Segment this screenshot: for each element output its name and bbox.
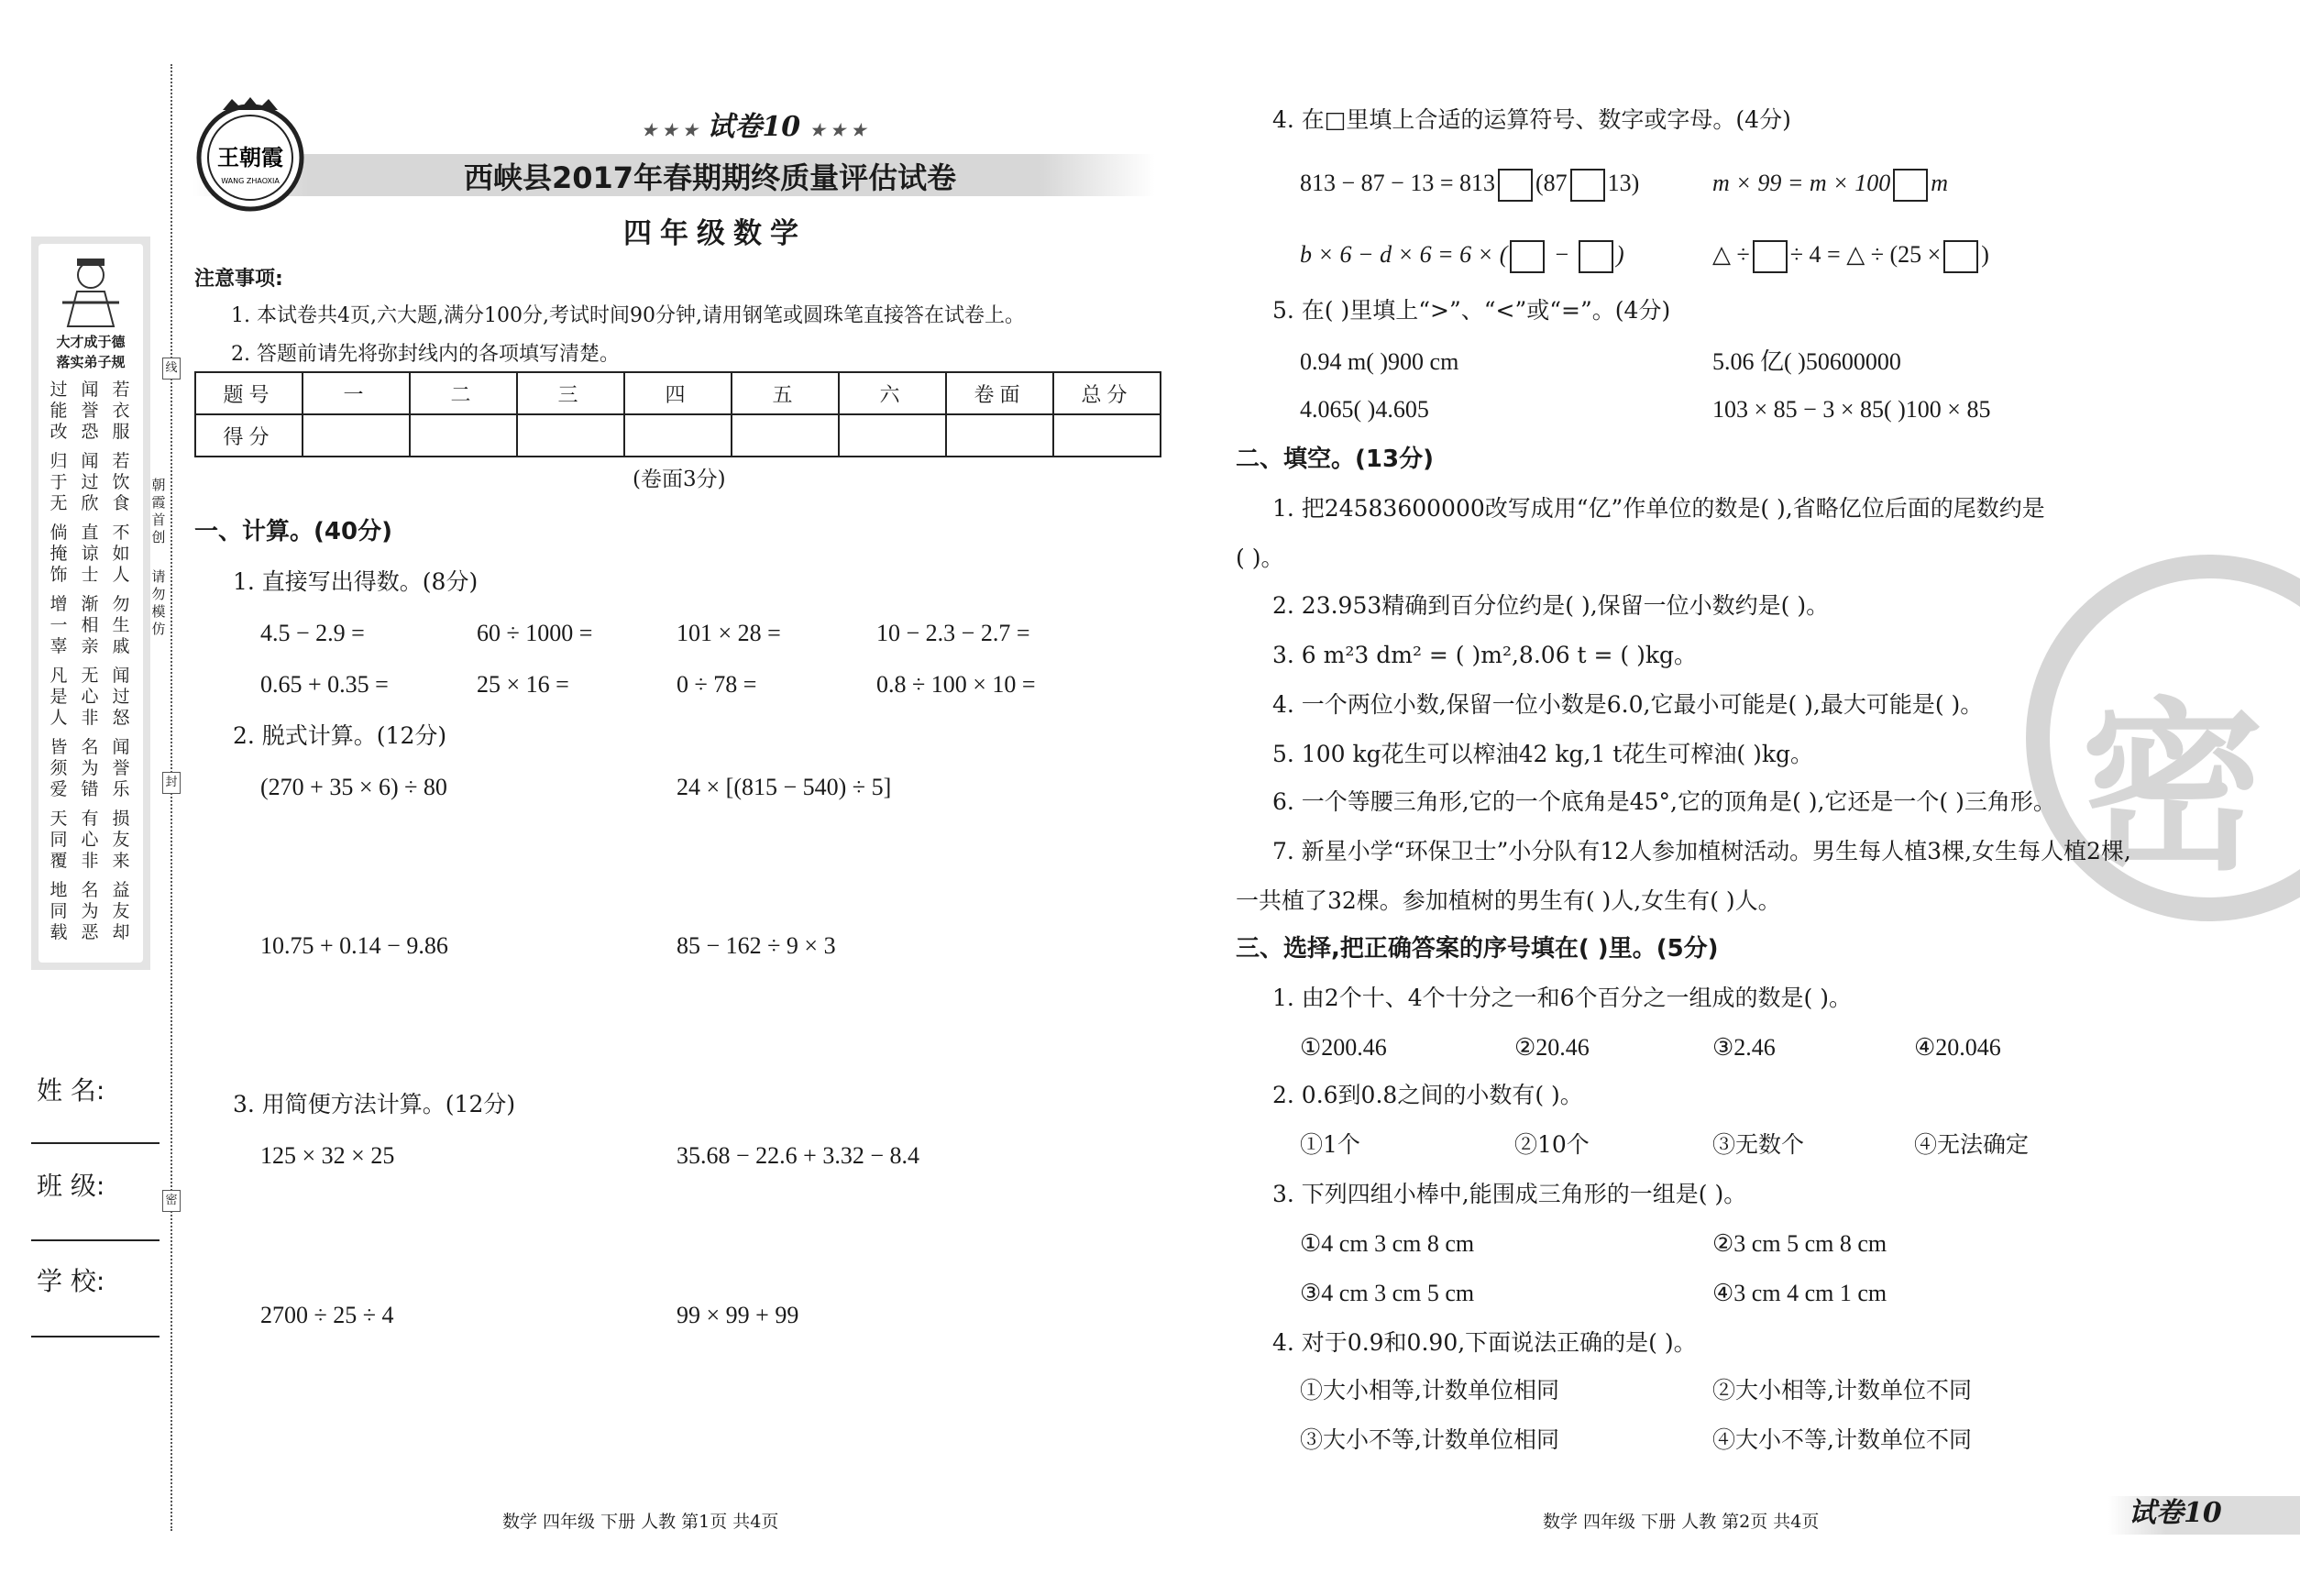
q5-item: 103 × 85 − 3 × 85( )100 × 85 <box>1712 396 1991 423</box>
motto-line-1: 大才成于德 <box>56 334 126 350</box>
page-footer-right: 数学 四年级 下册 人教 第2页 共4页 <box>1543 1512 1820 1532</box>
q4-d-part: △ ÷ <box>1712 240 1750 268</box>
neatness-note: (卷面3分) <box>633 468 726 491</box>
col-header: 卷面 <box>946 372 1053 414</box>
col-header: 总分 <box>1053 372 1161 414</box>
score-cell[interactable] <box>946 414 1053 457</box>
q3-item: 2700 ÷ 25 ÷ 4 <box>260 1302 394 1328</box>
q1-item: 25 × 16 = <box>477 671 569 698</box>
q2-item: 24 × [(815 − 540) ÷ 5] <box>677 774 892 800</box>
fill-q5: 5. 100 kg花生可以榨油42 kg,1 t花生可榨油( )kg。 <box>1272 741 1813 767</box>
answer-box[interactable] <box>1943 240 1978 273</box>
choice-option[interactable]: ②大小相等,计数单位不同 <box>1712 1377 1972 1403</box>
poem-column: 损友来 <box>112 809 130 871</box>
poem-column: 增一辜 <box>50 594 68 656</box>
school-label: 学 校: <box>37 1266 105 1296</box>
poem-column: 地同载 <box>50 880 68 942</box>
choice-option[interactable]: ②3 cm 5 cm 8 cm <box>1712 1230 1887 1257</box>
q3-item: 99 × 99 + 99 <box>677 1302 799 1328</box>
q2-item: 10.75 + 0.14 − 9.86 <box>260 932 448 959</box>
q4-c-part: − <box>1553 240 1570 268</box>
q4-d-part: ÷ 4 = △ ÷ (25 × <box>1789 240 1942 268</box>
school-field[interactable] <box>31 1336 160 1337</box>
q4-eq-d <box>1712 240 1989 273</box>
poem-column: 闻誉乐 <box>112 737 130 799</box>
q3-item: 125 × 32 × 25 <box>260 1142 395 1169</box>
col-header: 题号 <box>195 372 303 414</box>
choice-option[interactable]: ①200.46 <box>1300 1034 1387 1061</box>
q4-a-part: 813 − 87 − 13 = 813 <box>1300 169 1495 196</box>
q2-item: 85 − 162 ÷ 9 × 3 <box>677 932 836 959</box>
score-cell[interactable] <box>517 414 624 457</box>
poem-column: 勿生戚 <box>112 594 130 656</box>
q1-item: 60 ÷ 1000 = <box>477 620 593 646</box>
choice-option[interactable]: ④大小不等,计数单位不同 <box>1712 1426 1972 1453</box>
logo-text: 王朝霞 <box>217 144 283 171</box>
notice-heading: 注意事项: <box>194 268 283 291</box>
q4-eq-a <box>1300 169 1639 202</box>
class-label: 班 级: <box>37 1171 105 1201</box>
q3-heading: 3. 用简便方法计算。(12分) <box>233 1091 516 1117</box>
fill-q1-cont: ( )。 <box>1236 545 1284 571</box>
wangzhaoxia-logo <box>191 95 310 215</box>
q4-c-part: b × 6 − d × 6 = 6 × ( <box>1300 240 1508 268</box>
class-field[interactable] <box>31 1239 160 1241</box>
q4-eq-c <box>1300 240 1624 273</box>
q4-c-part: ) <box>1615 240 1624 268</box>
q4-a-part: 13) <box>1607 169 1640 196</box>
q4-heading: 4. 在□里填上合适的运算符号、数字或字母。(4分) <box>1272 106 1791 133</box>
fill-q1: 1. 把24583600000改写成用“亿”作单位的数是( ),省略亿位后面的尾数约是 <box>1272 495 2045 522</box>
poem-column: 过能改 <box>50 380 68 442</box>
q1-item: 101 × 28 = <box>677 620 781 646</box>
poem-column: 天同覆 <box>50 809 68 871</box>
cut-note-1: 朝霞首创 <box>151 477 166 545</box>
poem-column: 名为错 <box>81 737 99 799</box>
col-header: 三 <box>517 372 624 414</box>
choice-q4: 4. 对于0.9和0.90,下面说法正确的是( )。 <box>1272 1329 1697 1356</box>
q5-item: 4.065( )4.605 <box>1300 396 1429 423</box>
poem-column: 无心非 <box>81 666 99 728</box>
q2-item: (270 + 35 × 6) ÷ 80 <box>260 774 447 800</box>
choice-option[interactable]: ④20.046 <box>1914 1034 2001 1061</box>
cut-note-2: 请勿模仿 <box>151 568 166 637</box>
section-1-heading: 一、计算。(40分) <box>194 518 392 545</box>
col-header: 二 <box>410 372 517 414</box>
q1-item: 0 ÷ 78 = <box>677 671 757 698</box>
fill-q7: 7. 新星小学“环保卫士”小分队有12人参加植树活动。男生每人植3棵,女生每人植2棵, <box>1272 838 2131 864</box>
col-header: 五 <box>732 372 839 414</box>
watermark-seal-char: 密 <box>2081 682 2265 896</box>
score-cell[interactable] <box>303 414 410 457</box>
poem-column: 若衣服 <box>112 380 130 442</box>
answer-box[interactable] <box>1510 240 1545 273</box>
score-table-row <box>195 414 1161 457</box>
series-badge-text: 试卷10 <box>2129 1497 2222 1529</box>
score-table <box>194 371 1161 457</box>
choice-option[interactable]: ③无数个 <box>1712 1131 1805 1158</box>
cut-mark-3: 密 <box>162 1190 181 1212</box>
q4-b-part: m × 99 = m × 100 <box>1712 169 1891 196</box>
choice-option[interactable]: ④3 cm 4 cm 1 cm <box>1712 1280 1887 1306</box>
exam-title: 西峡县2017年春期期终质量评估试卷 <box>464 160 957 195</box>
q1-heading: 1. 直接写出得数。(8分) <box>233 568 479 595</box>
poem-column: 渐相亲 <box>81 594 99 656</box>
col-header: 一 <box>303 372 410 414</box>
score-table-header <box>195 372 1161 414</box>
cut-mark-2: 封 <box>162 772 181 794</box>
logo-subtext: WANG ZHAOXIA <box>221 177 280 185</box>
poem-column: 闻过怒 <box>112 666 130 728</box>
poem-column: 倘掩饰 <box>50 523 68 585</box>
cut-mark-1: 线 <box>162 358 181 380</box>
score-cell[interactable] <box>410 414 517 457</box>
poem-column: 不如人 <box>112 523 130 585</box>
q4-eq-b <box>1712 169 1948 202</box>
poem-column: 闻誉恐 <box>81 380 99 442</box>
choice-option[interactable]: ③4 cm 3 cm 5 cm <box>1300 1280 1475 1306</box>
score-cell[interactable] <box>839 414 946 457</box>
answer-box[interactable] <box>1570 169 1605 202</box>
section-2-heading: 二、填空。(13分) <box>1236 446 1434 473</box>
choice-q1: 1. 由2个十、4个十分之一和6个百分之一组成的数是( )。 <box>1272 985 1852 1011</box>
series-label: ★ ★ ★ 试卷10 ★ ★ ★ <box>642 111 866 143</box>
motto-line-2: 落实弟子规 <box>56 354 126 370</box>
seal-line <box>171 64 172 1531</box>
score-cell[interactable] <box>1053 414 1161 457</box>
q5-heading: 5. 在( )里填上“>”、“<”或“=”。(4分) <box>1272 297 1671 324</box>
q5-item: 5.06 亿( )50600000 <box>1712 348 1901 375</box>
score-cell[interactable] <box>732 414 839 457</box>
poem-column: 名为恶 <box>81 880 99 942</box>
score-cell[interactable] <box>624 414 732 457</box>
section-3-heading: 三、选择,把正确答案的序号填在( )里。(5分) <box>1236 935 1719 963</box>
poem-column: 有心非 <box>81 809 99 871</box>
motto-strip <box>31 237 150 970</box>
q1-item: 0.8 ÷ 100 × 10 = <box>876 671 1036 698</box>
poem-column: 闻过欣 <box>81 451 99 513</box>
poem-column: 归于无 <box>50 451 68 513</box>
name-label: 姓 名: <box>37 1075 105 1106</box>
poem-column: 若饮食 <box>112 451 130 513</box>
choice-option[interactable]: ②10个 <box>1514 1131 1590 1158</box>
q3-item: 35.68 − 22.6 + 3.32 − 8.4 <box>677 1142 919 1169</box>
choice-option[interactable]: ①大小相等,计数单位相同 <box>1300 1377 1559 1403</box>
choice-option[interactable]: ②20.46 <box>1514 1034 1590 1061</box>
poem-column: 皆须爱 <box>50 737 68 799</box>
poem-column: 直谅士 <box>81 523 99 585</box>
choice-option[interactable]: ③2.46 <box>1712 1034 1776 1061</box>
choice-option[interactable]: ④无法确定 <box>1914 1131 2030 1158</box>
choice-option[interactable]: ①4 cm 3 cm 8 cm <box>1300 1230 1475 1257</box>
row-label: 得分 <box>195 414 303 457</box>
scholar-figure-icon <box>59 255 123 328</box>
notice-item-2: 2. 答题前请先将弥封线内的各项填写清楚。 <box>231 343 620 366</box>
answer-box[interactable] <box>1498 169 1533 202</box>
fill-q7-cont: 一共植了32棵。参加植树的男生有( )人,女生有( )人。 <box>1236 887 1781 914</box>
choice-option[interactable]: ③大小不等,计数单位相同 <box>1300 1426 1559 1453</box>
poem-column: 益友却 <box>112 880 130 942</box>
choice-q2: 2. 0.6到0.8之间的小数有( )。 <box>1272 1082 1583 1108</box>
notice-item-1: 1. 本试卷共4页,六大题,满分100分,考试时间90分钟,请用钢笔或圆珠笔直接答在试卷上。 <box>231 304 1025 327</box>
q4-a-part: (87 <box>1535 169 1568 196</box>
q4-b-part: m <box>1931 169 1948 196</box>
answer-box[interactable] <box>1579 240 1613 273</box>
fill-q2: 2. 23.953精确到百分位约是( ),保留一位小数约是( )。 <box>1272 592 1830 619</box>
choice-option[interactable]: ①1个 <box>1300 1131 1360 1158</box>
q5-item: 0.94 m( )900 cm <box>1300 348 1459 375</box>
col-header: 六 <box>839 372 946 414</box>
subject-title: 四年级数学 <box>623 217 807 250</box>
fill-q4: 4. 一个两位小数,保留一位小数是6.0,它最小可能是( ),最大可能是( )。 <box>1272 691 1984 718</box>
fill-q6: 6. 一个等腰三角形,它的一个底角是45°,它的顶角是( ),它还是一个( )三角形。 <box>1272 788 2056 815</box>
answer-box[interactable] <box>1753 240 1788 273</box>
poem-column: 凡是人 <box>50 666 68 728</box>
name-field[interactable] <box>31 1142 160 1144</box>
choice-q3: 3. 下列四组小棒中,能围成三角形的一组是( )。 <box>1272 1181 1747 1207</box>
series-text: 试卷10 <box>707 111 801 143</box>
q4-d-part: ) <box>1981 240 1989 268</box>
q1-item: 0.65 + 0.35 = <box>260 671 389 698</box>
col-header: 四 <box>624 372 732 414</box>
q1-item: 4.5 − 2.9 = <box>260 620 365 646</box>
q1-item: 10 − 2.3 − 2.7 = <box>876 620 1030 646</box>
answer-box[interactable] <box>1893 169 1928 202</box>
fill-q3: 3. 6 m²3 dm² = ( )m²,8.06 t = ( )kg。 <box>1272 642 1698 668</box>
q2-heading: 2. 脱式计算。(12分) <box>233 722 447 749</box>
page-footer-left: 数学 四年级 下册 人教 第1页 共4页 <box>502 1512 779 1532</box>
